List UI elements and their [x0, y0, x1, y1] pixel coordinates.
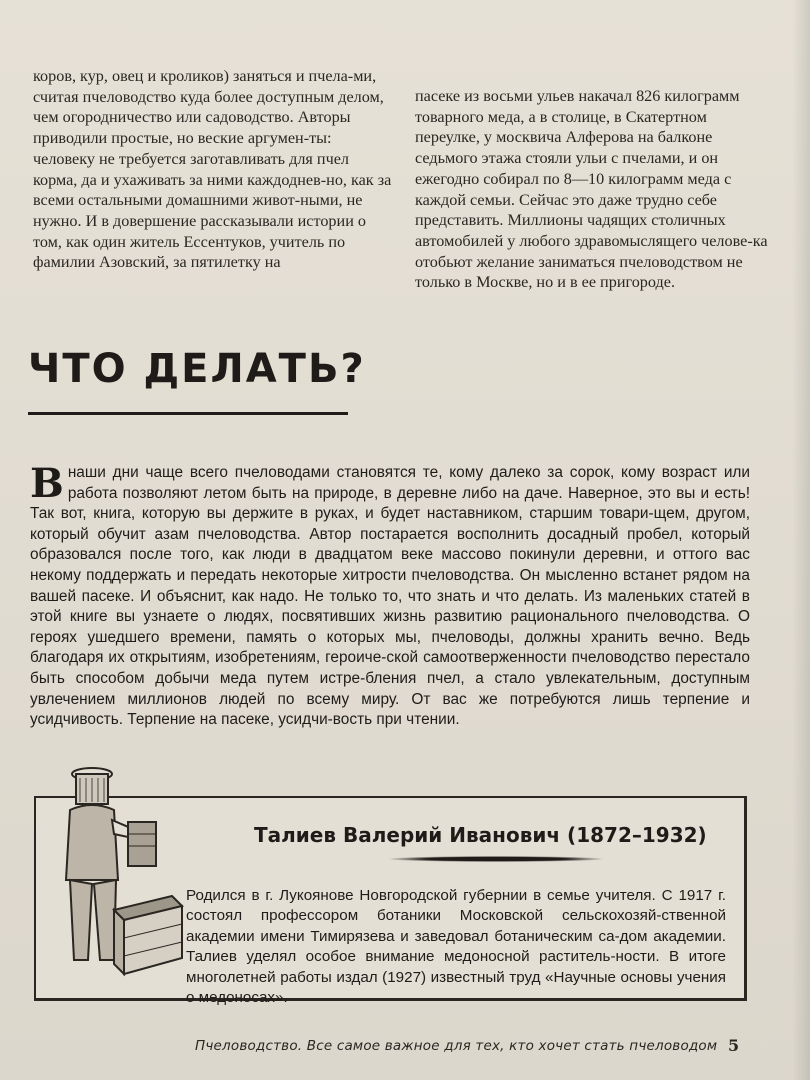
page-edge-shadow — [792, 0, 810, 1080]
heading-underline — [28, 412, 348, 415]
biography-title: Талиев Валерий Иванович (1872–1932) — [254, 823, 707, 847]
right-column-paragraph: пасеке из восьми ульев накачал 826 килограмм товарного меда, а в столице, в Скатертном переулке, у москвича Алферова на балконе седьмого этажа стояли ульи с пчелами, и он ежегодно собирал по 8—10 килограмм меда с каждой семьи. Сейчас это даже трудно себе представить. Миллионы чадящих столичных автомобилей у любого здравомыслящего челове-ка отобьют желание заниматься пчеловодством не только в Москве, но и в ее пригороде. — [415, 87, 768, 292]
biography-title-rule — [386, 856, 606, 862]
intro-text: наши дни чаще всего пчеловодами становятся те, кому далеко за сорок, кому возраст или работа позволяют летом быть на природе, в деревне либо на даче. Наверное, это вы и есть! Так вот, книга, которую вы держите в руках, и будет наставником, старшим товари-щем, другом, который обучит азам пчеловодства. Автор постарается восполнить досадный пробел, который образовался после того, как люди в двадцатом веке массово покинули деревни, и оттого вас некому поддержать и передать некоторые хитрости пчеловодства. Он мысленно встанет рядом на вашей пасеке. И объяснит, как надо. Не только то, что знать и что делать. Из маленьких статей в этой книге вы узнаете о людях, посвятивших жизнь развитию рационального пчеловодства. О героях ушедшего времени, память о которых мы, пчеловоды, должны хранить вечно. Ведь благодаря их открытиям, изобретениям, героиче-ской самоотверженности пчеловодство перестало быть способом добычи меда путем истре-бления пчел, а стало увлекательным, доступным увлечением миллионов людей по всему миру. От вас же потребуются лишь терпение и усидчивость. Терпение на пасеке, усидчи-вость при чтении. — [30, 464, 750, 729]
biography-text: Родился в г. Лукоянове Новгородской губернии в семье учителя. С 1917 г. состоял профессором ботаники Московской сельскохозяй-ственной академии имени Тимирязева и заведовал ботаническим са-дом академии. Талиев уделял особое внимание медоносной раститель-ности. В итоге многолетней работы издал (1927) известный труд «Научные основы учения о медоносах». — [186, 887, 726, 1007]
two-column-text — [25, 66, 785, 292]
drop-cap: В — [30, 460, 64, 507]
intro-paragraph — [30, 460, 750, 731]
page-number: 5 — [728, 1036, 740, 1055]
left-column-paragraph: коров, кур, овец и кроликов) заняться и пчела-ми, считая пчеловодство куда более доступным делом, чем огородничество или садоводство. Авторы приводили простые, но веские аргумен-ты: человеку не требуется заготавливать для пчел корма, да и ухаживать за ними каждоднев-но, как за всеми остальными домашними живот-ными, не нужно. И в довершение рассказывали истории о том, как один житель Ессентуков, учитель по фамилии Азовский, за пятилетку на — [33, 67, 392, 272]
running-footer: Пчеловодство. Все самое важное для тех, кто хочет стать пчеловодом — [195, 1038, 718, 1054]
beehive-icon — [114, 896, 182, 974]
beekeeper-illustration — [44, 760, 184, 980]
section-heading: ЧТО ДЕЛАТЬ? — [28, 346, 366, 392]
